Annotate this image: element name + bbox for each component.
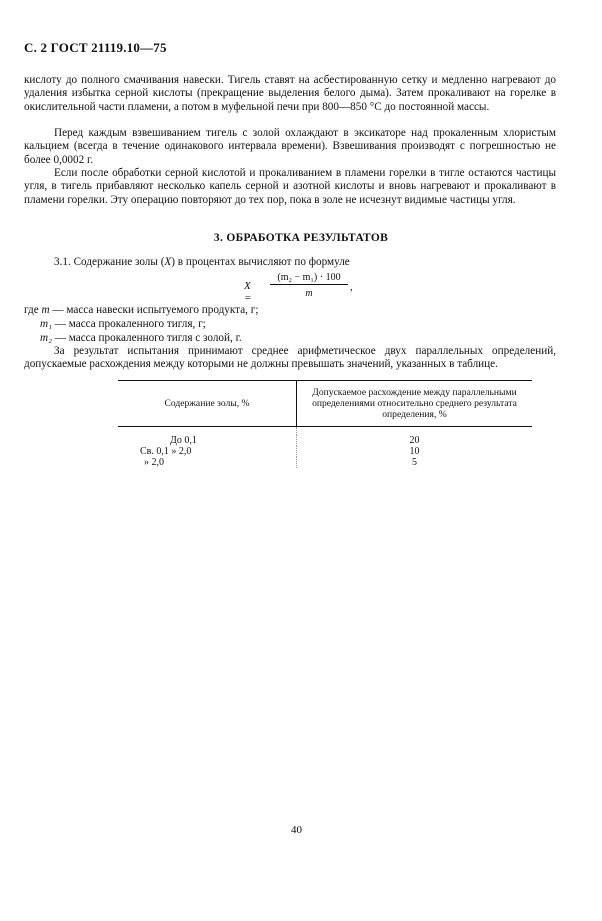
where-m-text: — масса навески испытуемого продукта, г;	[49, 304, 259, 316]
table-cell-ash: Св. 0,1 » 2,0	[118, 446, 297, 457]
formula-lhs: X =	[244, 280, 252, 304]
table-row	[118, 435, 532, 446]
where-m1	[40, 318, 206, 331]
clause-3-1-symbol: X	[164, 256, 172, 268]
formula-denominator: m	[305, 288, 313, 299]
clause-3-1	[24, 256, 556, 269]
page-header: С. 2 ГОСТ 21119.10—75	[24, 40, 167, 55]
formula-fraction	[270, 272, 348, 299]
paragraph-3: Если после обработки серной кислотой и прокаливанием в пламени горелки в тигле остаются частицы угля, в тигель прибавляют несколько капель серной и азотной кислоты и вновь нагревают и прокаливают в пламени горелки. Эту операцию повторяют до тех пор, пока в золе не исчезнут видимые частицы угля.	[24, 167, 556, 206]
table-cell-diff: 10	[409, 445, 420, 457]
where-m2	[40, 332, 242, 345]
table-cell-ash: До 0,1	[118, 435, 297, 446]
section-title: 3. ОБРАБОТКА РЕЗУЛЬТАТОВ	[213, 232, 389, 244]
clause-3-1-suffix: ) в процентах вычисляют по формуле	[171, 256, 350, 268]
table-header-ash: Содержание золы, %	[118, 381, 297, 427]
where-m1-symbol: m₁	[40, 318, 52, 330]
table-header-row	[118, 381, 532, 427]
paragraph-result: За результат испытания принимают среднее арифметическое двух параллельных определений, допускаемые расхождения между которыми не должны превышать значений, указанных в таблице.	[24, 345, 556, 371]
table-cell-diff: 20	[409, 434, 420, 446]
table-cell-diff: 5	[412, 456, 417, 468]
formula-tail: ,	[350, 281, 353, 293]
where-m-symbol: m	[41, 304, 50, 316]
page-number: 40	[291, 824, 302, 836]
table-header-diff: Допускаемое расхождение между параллельными определениями относительно среднего результата определения, %	[312, 387, 517, 420]
where-m2-symbol: m₂	[40, 332, 52, 344]
where-m1-text: — масса прокаленного тигля, г;	[51, 318, 206, 330]
formula-numerator: (m₂ − m₁) · 100	[270, 272, 348, 285]
where-m	[24, 304, 258, 317]
tolerance-table	[118, 380, 532, 468]
paragraph-1: кислоту до полного смачивания навески. Тигель ставят на асбестированную сетку и медленно нагревают до удаления избытка серной кислоты (прекращение выделения белого дыма). Затем прокаливают на горелке в окислительной части пламени, а потом в муфельной печи при 800—850 °С до постоянной массы.	[24, 74, 556, 113]
table-cell-ash: » 2,0	[118, 457, 297, 468]
table-row	[118, 457, 532, 468]
paragraph-2: Перед каждым взвешиванием тигель с золой охлаждают в эксикаторе над прокаленным хлористым кальцием (всегда в течение одинакового интервала времени). Взвешивания производят с погрешностью не более 0,0002 г.	[24, 127, 556, 166]
table-row	[118, 446, 532, 457]
clause-3-1-prefix: 3.1. Содержание золы (	[54, 256, 165, 268]
where-intro: где	[24, 304, 39, 316]
where-m2-text: — масса прокаленного тигля с золой, г.	[51, 332, 242, 344]
